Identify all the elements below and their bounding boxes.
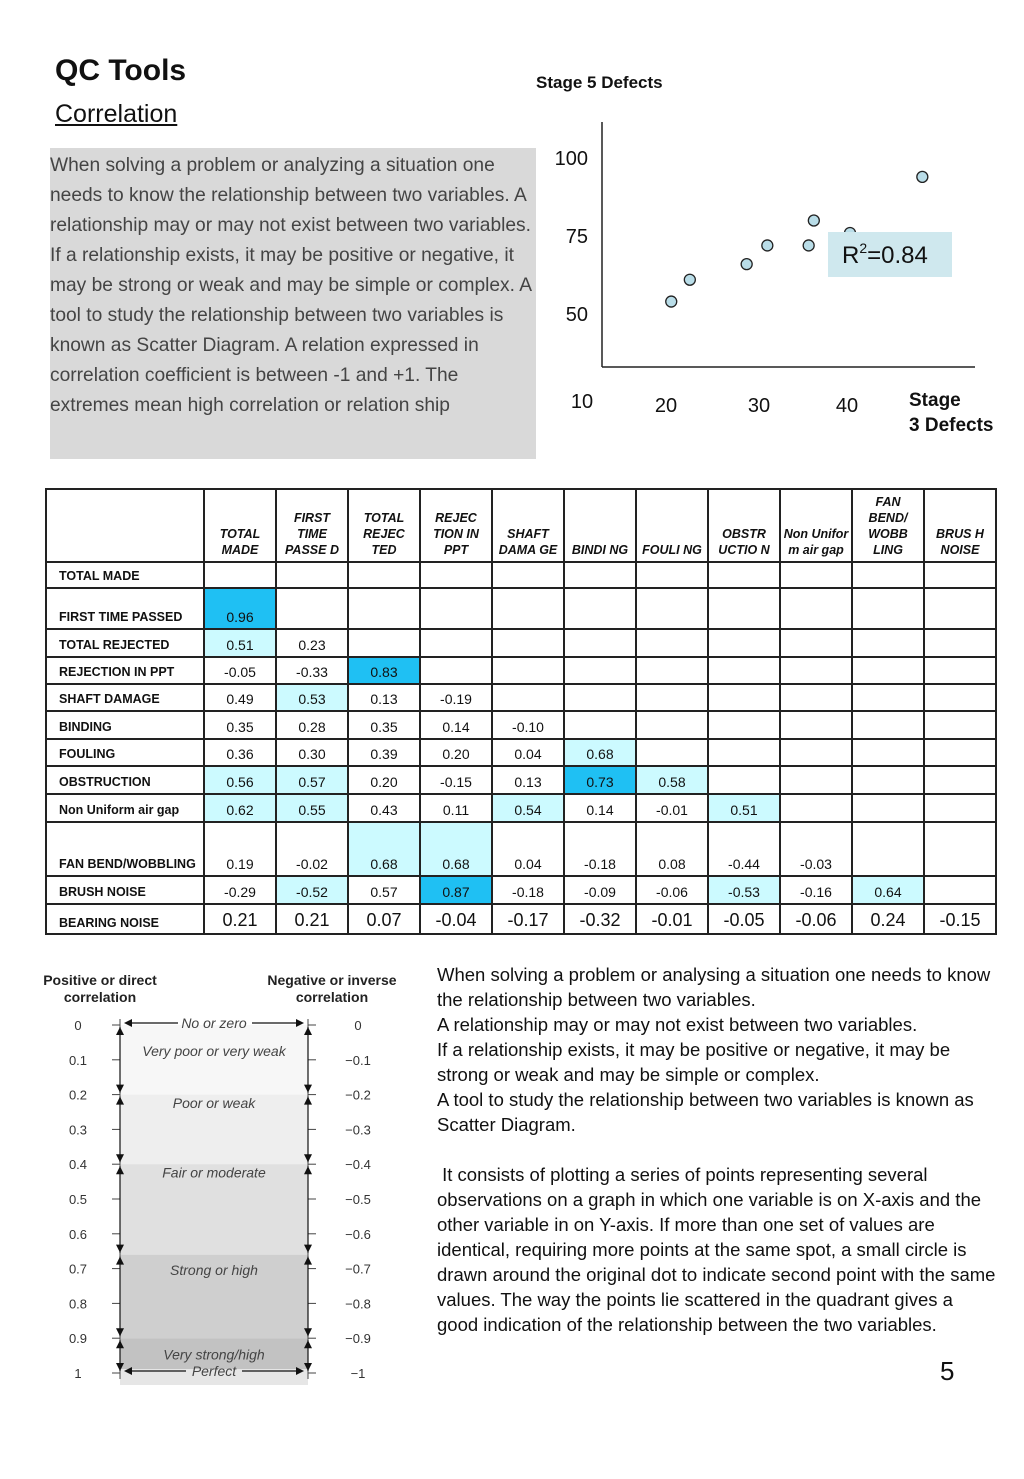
page-title: QC Tools xyxy=(55,54,187,87)
correlation-cell xyxy=(780,562,852,588)
right-heading-line-2: correlation xyxy=(295,989,369,1005)
table-row xyxy=(46,684,996,711)
correlation-cell xyxy=(852,794,924,822)
correlation-cell: 0.28 xyxy=(276,711,348,739)
correlation-cell xyxy=(852,684,924,711)
correlation-cell: 0.49 xyxy=(204,684,276,711)
left-tick-label: 0.8 xyxy=(68,1296,88,1312)
correlation-cell xyxy=(780,739,852,766)
strength-band-label: Perfect xyxy=(191,1363,237,1379)
correlation-cell xyxy=(780,794,852,822)
correlation-cell: -0.15 xyxy=(924,904,996,934)
correlation-cell xyxy=(276,562,348,588)
correlation-cell xyxy=(708,629,780,657)
correlation-cell: -0.05 xyxy=(204,657,276,684)
right-tick-label: 0 xyxy=(354,1018,362,1033)
correlation-cell xyxy=(924,562,996,588)
row-label: OBSTRUCTION xyxy=(46,766,204,794)
right-tick-label: −0.7 xyxy=(345,1261,371,1277)
table-row xyxy=(46,588,996,629)
correlation-cell: -0.15 xyxy=(420,766,492,794)
correlation-cell xyxy=(492,629,564,657)
scatter-point xyxy=(808,215,819,226)
left-tick-label: 0.7 xyxy=(68,1261,88,1277)
column-header: OBSTR UCTIO N xyxy=(708,489,780,562)
table-row xyxy=(46,766,996,794)
x-tick-label: 40 xyxy=(835,395,859,417)
correlation-cell: 0.11 xyxy=(420,794,492,822)
table-row xyxy=(46,794,996,822)
correlation-cell xyxy=(708,657,780,684)
strength-band xyxy=(120,1025,308,1095)
correlation-cell xyxy=(852,629,924,657)
correlation-cell: 0.54 xyxy=(492,794,564,822)
table-row xyxy=(46,562,996,588)
left-tick-label: 0 xyxy=(74,1018,82,1033)
correlation-cell: -0.01 xyxy=(636,794,708,822)
row-label: BEARING NOISE xyxy=(46,904,204,934)
correlation-strength-scale xyxy=(40,965,410,1385)
correlation-cell: 0.58 xyxy=(636,766,708,794)
correlation-cell: 0.68 xyxy=(564,739,636,766)
correlation-cell: 0.51 xyxy=(708,794,780,822)
correlation-cell xyxy=(564,684,636,711)
row-label: SHAFT DAMAGE xyxy=(46,684,204,711)
table-corner-cell xyxy=(46,489,204,562)
right-tick-label: −0.5 xyxy=(345,1192,371,1207)
table-row xyxy=(46,904,996,934)
row-label: FAN BEND/WOBBLING xyxy=(46,822,204,876)
correlation-cell xyxy=(780,684,852,711)
correlation-cell: 0.57 xyxy=(348,876,420,904)
left-tick-label: 0.4 xyxy=(68,1157,88,1173)
column-header: TOTAL MADE xyxy=(204,489,276,562)
r-squared-annotation: $R^2=0.84$ xyxy=(842,240,928,269)
column-header: SHAFT DAMA GE xyxy=(492,489,564,562)
correlation-cell: -0.16 xyxy=(780,876,852,904)
scatter-point xyxy=(917,171,928,182)
scatter-chart xyxy=(540,110,1020,440)
correlation-cell: 0.96 xyxy=(204,588,276,629)
correlation-cell: 0.87 xyxy=(420,876,492,904)
left-heading-line-2: correlation xyxy=(63,989,137,1005)
left-tick-label: 0.9 xyxy=(68,1331,88,1347)
correlation-cell: 0.51 xyxy=(204,629,276,657)
table-row xyxy=(46,711,996,739)
correlation-cell xyxy=(564,711,636,739)
row-label: FIRST TIME PASSED xyxy=(46,588,204,629)
correlation-cell: 0.39 xyxy=(348,739,420,766)
correlation-cell xyxy=(924,657,996,684)
right-tick-label: −0.3 xyxy=(345,1122,371,1138)
strength-band-label: Poor or weak xyxy=(172,1095,256,1111)
scatter-point xyxy=(684,274,695,285)
correlation-cell: 0.64 xyxy=(852,876,924,904)
correlation-cell xyxy=(708,562,780,588)
correlation-cell xyxy=(924,629,996,657)
scatter-point xyxy=(762,240,773,251)
correlation-cell: 0.04 xyxy=(492,739,564,766)
x-tick-label: 30 xyxy=(747,395,771,417)
correlation-cell xyxy=(924,684,996,711)
correlation-cell: 0.83 xyxy=(348,657,420,684)
correlation-cell xyxy=(492,562,564,588)
left-tick-label: 0.5 xyxy=(68,1192,88,1207)
table-row xyxy=(46,739,996,766)
correlation-cell: 0.57 xyxy=(276,766,348,794)
correlation-cell: -0.18 xyxy=(492,876,564,904)
column-header: REJEC TION IN PPT xyxy=(420,489,492,562)
row-label: Non Uniform air gap xyxy=(46,794,204,822)
correlation-cell: -0.05 xyxy=(708,904,780,934)
correlation-cell xyxy=(348,562,420,588)
correlation-cell: -0.09 xyxy=(564,876,636,904)
correlation-cell xyxy=(564,562,636,588)
correlation-cell xyxy=(420,657,492,684)
correlation-cell: -0.04 xyxy=(420,904,492,934)
right-heading-line-1: Negative or inverse xyxy=(267,972,397,988)
correlation-cell: -0.19 xyxy=(420,684,492,711)
correlation-cell xyxy=(852,562,924,588)
row-label: BINDING xyxy=(46,711,204,739)
correlation-cell: 0.73 xyxy=(564,766,636,794)
correlation-cell xyxy=(924,876,996,904)
correlation-cell xyxy=(492,588,564,629)
scatter-point xyxy=(803,240,814,251)
correlation-cell: -0.32 xyxy=(564,904,636,934)
correlation-cell: 0.24 xyxy=(852,904,924,934)
explanation-paragraph-1: When solving a problem or analysing a situation one needs to know the relationship between two variables. A relationship may or may not exist between two variables. If a relationship exists, it may be positive or negative, it may be strong or weak and may be simple or complex. A tool to study the relationship between two variables is known as Scatter Diagram. xyxy=(437,964,991,1135)
correlation-cell xyxy=(636,562,708,588)
correlation-cell xyxy=(420,562,492,588)
right-tick-label: −0.4 xyxy=(345,1157,371,1173)
correlation-cell xyxy=(636,711,708,739)
correlation-cell xyxy=(852,822,924,876)
correlation-cell xyxy=(708,711,780,739)
scatter-point xyxy=(741,259,752,270)
correlation-cell: 0.20 xyxy=(420,739,492,766)
correlation-cell: 0.04 xyxy=(492,822,564,876)
correlation-cell xyxy=(276,588,348,629)
correlation-cell xyxy=(420,588,492,629)
correlation-cell: 0.21 xyxy=(204,904,276,934)
column-header: BRUS H NOISE xyxy=(924,489,996,562)
correlation-cell: 0.14 xyxy=(564,794,636,822)
column-header: BINDI NG xyxy=(564,489,636,562)
correlation-cell xyxy=(564,657,636,684)
correlation-cell xyxy=(780,766,852,794)
correlation-cell: 0.36 xyxy=(204,739,276,766)
table-row xyxy=(46,876,996,904)
correlation-cell xyxy=(636,588,708,629)
correlation-cell xyxy=(708,766,780,794)
right-tick-label: −0.8 xyxy=(345,1296,371,1312)
table-row xyxy=(46,629,996,657)
table-row xyxy=(46,657,996,684)
correlation-cell xyxy=(924,766,996,794)
correlation-cell: 0.30 xyxy=(276,739,348,766)
correlation-cell: 0.56 xyxy=(204,766,276,794)
row-label: FOULING xyxy=(46,739,204,766)
correlation-cell: 0.68 xyxy=(348,822,420,876)
chart-title: Stage 5 Defects xyxy=(536,73,663,92)
explanation-paragraph-2: It consists of plotting a series of points representing several observations on a graph in which one variable is on X-axis and the other variable in on Y-axis. If more than one set of values are identical, requiring more points at the same spot, a small circle is drawn around the original dot to indicate second point with the same values. The way the points lie scattered in the quadrant gives a good indication of the relationship between the two variables. xyxy=(437,1164,1001,1335)
correlation-cell: 0.35 xyxy=(204,711,276,739)
x-tick-label: 10 xyxy=(570,391,594,413)
correlation-cell xyxy=(564,629,636,657)
correlation-cell xyxy=(924,822,996,876)
correlation-cell xyxy=(636,629,708,657)
correlation-cell: 0.13 xyxy=(492,766,564,794)
correlation-cell xyxy=(852,588,924,629)
correlation-cell xyxy=(636,657,708,684)
scatter-point xyxy=(666,296,677,307)
correlation-cell xyxy=(348,588,420,629)
strength-band-label: Very strong/high xyxy=(163,1346,265,1363)
correlation-cell: 0.62 xyxy=(204,794,276,822)
y-tick-label: 50 xyxy=(565,304,588,327)
correlation-cell xyxy=(492,657,564,684)
correlation-cell xyxy=(564,588,636,629)
correlation-cell: 0.20 xyxy=(348,766,420,794)
explanation-text xyxy=(437,962,1001,1337)
strength-band-label: No or zero xyxy=(181,1015,247,1031)
row-label: TOTAL REJECTED xyxy=(46,629,204,657)
correlation-cell: 0.55 xyxy=(276,794,348,822)
correlation-cell: 0.53 xyxy=(276,684,348,711)
page-subtitle: Correlation xyxy=(55,100,178,128)
correlation-cell xyxy=(924,739,996,766)
correlation-cell: -0.06 xyxy=(636,876,708,904)
y-tick-label: 100 xyxy=(554,148,588,171)
correlation-cell xyxy=(708,684,780,711)
correlation-cell: -0.01 xyxy=(636,904,708,934)
correlation-cell: -0.52 xyxy=(276,876,348,904)
correlation-cell xyxy=(420,629,492,657)
x-axis-label-line-1: Stage xyxy=(909,390,961,411)
correlation-cell: 0.43 xyxy=(348,794,420,822)
intro-text: When solving a problem or analyzing a situation one needs to know the relationship between two variables. A relationship may or may not exist between two variables. If a relationship exists, it may be positive or negative, it may be strong or weak and may be simple or complex. A tool to study the relationship between two variables is known as Scatter Diagram. A relation expressed in correlation coefficient is between -1 and +1. The extremes mean high correlation or relation ship xyxy=(50,155,531,416)
correlation-cell: -0.53 xyxy=(708,876,780,904)
correlation-cell: 0.14 xyxy=(420,711,492,739)
correlation-cell: 0.23 xyxy=(276,629,348,657)
correlation-cell: -0.29 xyxy=(204,876,276,904)
correlation-cell: 0.35 xyxy=(348,711,420,739)
correlation-cell xyxy=(780,629,852,657)
left-tick-label: 0.2 xyxy=(68,1087,88,1103)
row-label: REJECTION IN PPT xyxy=(46,657,204,684)
left-tick-label: 0.3 xyxy=(68,1122,88,1138)
right-tick-label: −0.1 xyxy=(345,1052,371,1068)
correlation-cell xyxy=(636,739,708,766)
intro-text-box xyxy=(50,148,536,459)
strength-band-label: Fair or moderate xyxy=(162,1164,266,1181)
right-tick-label: −0.2 xyxy=(345,1087,371,1103)
correlation-cell xyxy=(492,684,564,711)
correlation-cell: 0.08 xyxy=(636,822,708,876)
correlation-cell: 0.68 xyxy=(420,822,492,876)
correlation-cell: 0.13 xyxy=(348,684,420,711)
correlation-cell xyxy=(852,739,924,766)
table-row xyxy=(46,822,996,876)
page-number: 5 xyxy=(940,1356,955,1386)
left-tick-label: 0.1 xyxy=(68,1052,88,1068)
correlation-cell xyxy=(204,562,276,588)
y-tick-label: 75 xyxy=(565,226,588,249)
right-tick-label: −1 xyxy=(350,1366,366,1381)
correlation-cell: 0.07 xyxy=(348,904,420,934)
correlation-cell xyxy=(780,657,852,684)
correlation-cell xyxy=(924,711,996,739)
correlation-cell xyxy=(636,684,708,711)
strength-band-label: Very poor or very weak xyxy=(142,1042,286,1059)
strength-band-label: Strong or high xyxy=(170,1262,258,1279)
correlation-cell xyxy=(852,657,924,684)
correlation-cell: -0.03 xyxy=(780,822,852,876)
correlation-cell xyxy=(348,629,420,657)
correlation-cell xyxy=(780,588,852,629)
correlation-cell: 0.21 xyxy=(276,904,348,934)
correlation-table xyxy=(45,488,997,935)
correlation-cell: -0.17 xyxy=(492,904,564,934)
column-header: FOULI NG xyxy=(636,489,708,562)
correlation-cell: 0.19 xyxy=(204,822,276,876)
correlation-cell xyxy=(708,739,780,766)
correlation-cell: -0.06 xyxy=(780,904,852,934)
x-tick-label: 20 xyxy=(654,395,678,417)
right-tick-label: −0.9 xyxy=(345,1331,371,1347)
column-header: FAN BEND/ WOBB LING xyxy=(852,489,924,562)
correlation-cell xyxy=(924,794,996,822)
row-label: TOTAL MADE xyxy=(46,562,204,588)
correlation-cell xyxy=(852,711,924,739)
correlation-cell xyxy=(780,711,852,739)
right-tick-label: −0.6 xyxy=(345,1226,371,1242)
correlation-cell: -0.02 xyxy=(276,822,348,876)
correlation-cell: -0.44 xyxy=(708,822,780,876)
column-header: TOTAL REJEC TED xyxy=(348,489,420,562)
column-header: FIRST TIME PASSE D xyxy=(276,489,348,562)
row-label: BRUSH NOISE xyxy=(46,876,204,904)
left-tick-label: 0.6 xyxy=(68,1226,88,1242)
correlation-cell xyxy=(852,766,924,794)
x-axis-label-line-2: 3 Defects xyxy=(909,415,994,436)
correlation-cell: -0.10 xyxy=(492,711,564,739)
column-header: Non Unifor m air gap xyxy=(780,489,852,562)
correlation-cell xyxy=(708,588,780,629)
correlation-cell: -0.18 xyxy=(564,822,636,876)
correlation-cell xyxy=(924,588,996,629)
left-heading-line-1: Positive or direct xyxy=(43,972,157,988)
correlation-cell: -0.33 xyxy=(276,657,348,684)
left-tick-label: 1 xyxy=(74,1366,82,1381)
